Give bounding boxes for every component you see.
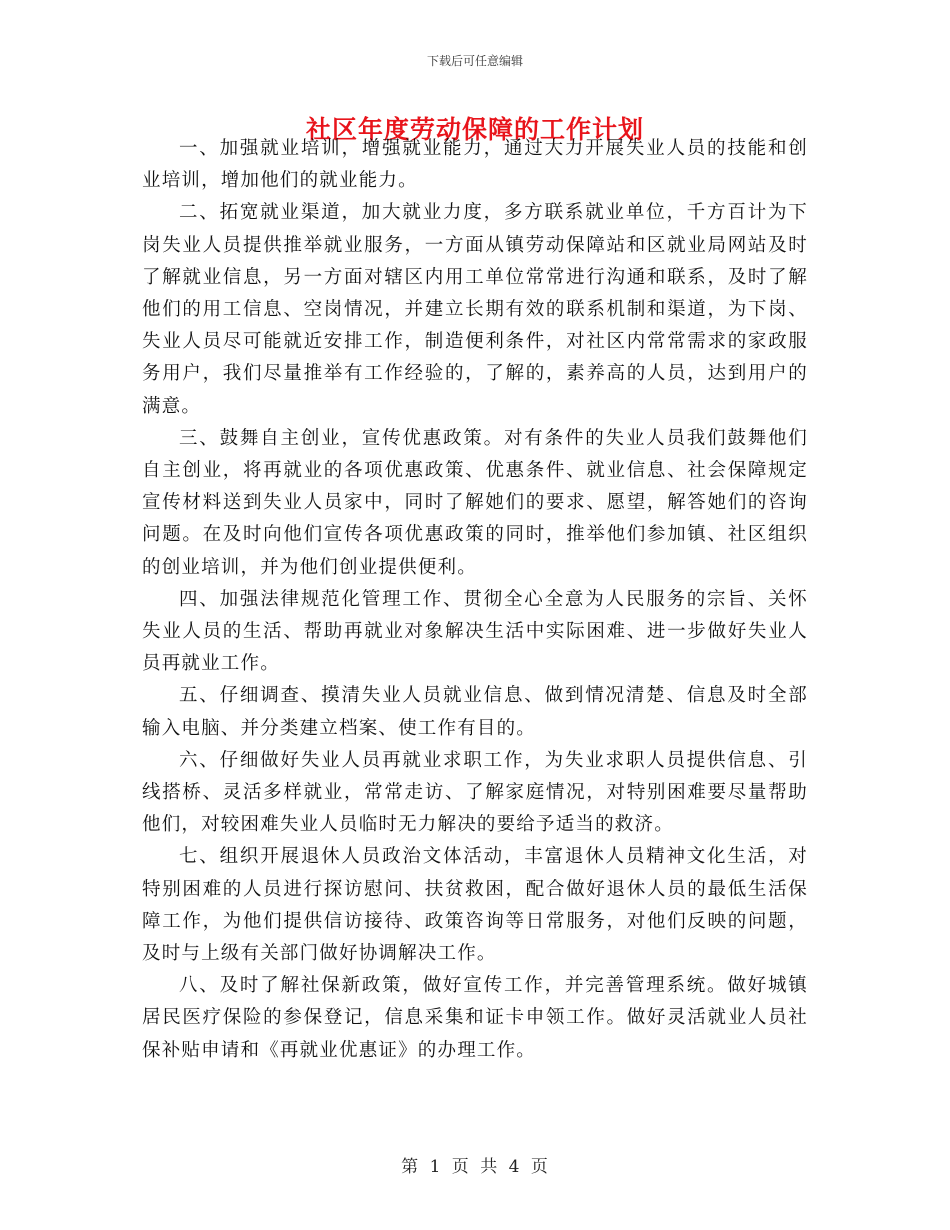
document-title: 社区年度劳动保障的工作计划 xyxy=(305,115,644,144)
paragraph-1: 一、加强就业培训，增强就业能力，通过大力开展失业人员的技能和创业培训，增加他们的就业能力。 xyxy=(142,138,808,192)
paragraph-4: 四、加强法律规范化管理工作、贯彻全心全意为人民服务的宗旨、关怀失业人员的生活、帮助再就业对象解决生活中实际困难、进一步做好失业人员再就业工作。 xyxy=(142,588,808,675)
page-header: 下载后可任意编辑 xyxy=(426,54,523,68)
paragraph-8: 八、及时了解社保新政策，做好宣传工作，并完善管理系统。做好城镇居民医疗保险的参保登记，信息采集和证卡申领工作。做好灵活就业人员社保补贴申请和《再就业优惠证》的办理工作。 xyxy=(142,975,808,1061)
paragraph-3: 三、鼓舞自主创业，宣传优惠政策。对有条件的失业人员我们鼓舞他们自主创业，将再就业的各项优惠政策、优惠条件、就业信息、社会保障规定宣传材料送到失业人员家中，同时了解她们的要求、愿望，解答她们的咨询问题。在及时向他们宣传各项优惠政策的同时，推举他们参加镇、社区组织的创业培训，并为他们创业提供便利。 xyxy=(142,427,808,578)
paragraph-7: 七、组织开展退休人员政治文体活动，丰富退休人员精神文化生活，对特别困难的人员进行探访慰问、扶贫救困，配合做好退休人员的最低生活保障工作，为他们提供信访接待、政策咨询等日常服务，对他们反映的问题，及时与上级有关部门做好协调解决工作。 xyxy=(142,846,808,965)
page-footer: 第 1 页 共 4 页 xyxy=(401,1157,549,1177)
paragraph-6: 六、仔细做好失业人员再就业求职工作，为失业求职人员提供信息、引线搭桥、灵活多样就业，常常走访、了解家庭情况，对特别困难要尽量帮助他们，对较困难失业人员临时无力解决的要给予适当的救济。 xyxy=(142,749,808,836)
document-body xyxy=(142,133,808,1067)
paragraph-5: 五、仔细调查、摸清失业人员就业信息、做到情况清楚、信息及时全部输入电脑、并分类建立档案、使工作有目的。 xyxy=(142,685,808,739)
paragraph-2: 二、拓宽就业渠道，加大就业力度，多方联系就业单位，千方百计为下岗失业人员提供推举就业服务，一方面从镇劳动保障站和区就业局网站及时了解就业信息，另一方面对辖区内用工单位常常进行沟通和联系，及时了解他们的用工信息、空岗情况，并建立长期有效的联系机制和渠道，为下岗、失业人员尽可能就近安排工作，制造便利条件，对社区内常常需求的家政服务用户，我们尽量推举有工作经验的，了解的，素养高的人员，达到用户的满意。 xyxy=(142,202,808,417)
